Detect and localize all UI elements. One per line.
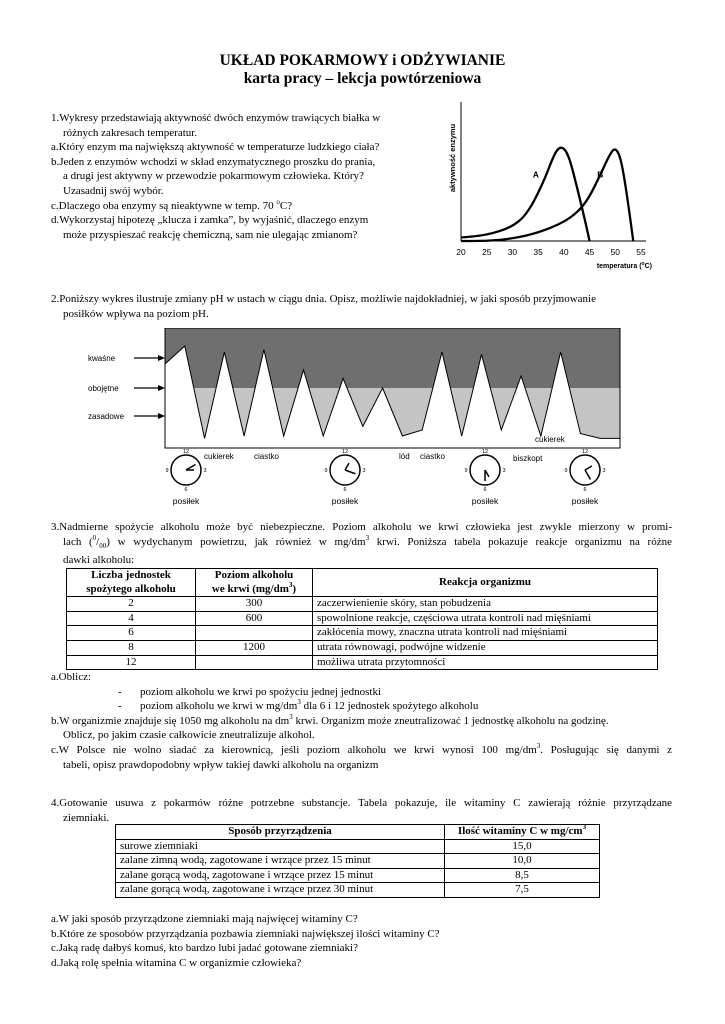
q2-line: 2.Poniższy wykres ilustruje zmiany pH w ustach w ciągu dnia. Opisz, możliwie najdokładniej, w jaki sposób przyjmowanie	[51, 293, 596, 305]
table-row: zalane zimną wodą, zagotowane i wrzące przez 15 minut 10,0	[116, 854, 600, 869]
q1-line: a.Który enzym ma największą aktywność w temperaturze ludzkiego ciała?	[51, 141, 380, 154]
chart-xlabel: temperatura ($^o$C)	[596, 261, 652, 270]
question-3-tasks	[51, 670, 672, 772]
level-label: zasadowe	[88, 412, 125, 421]
table-header: Liczba jednostek spożytego alkoholu	[67, 569, 196, 597]
series-B-label: B	[597, 169, 604, 180]
page-subtitle: karta pracy – lekcja powtórzeniowa	[243, 70, 482, 87]
q3-line: 3.Nadmierne spożycie alkoholu może być niebezpieczne. Poziom alkoholu we krwi człowieka jest zwykle mierzony w promi-	[51, 521, 672, 533]
vitamin-table	[115, 824, 600, 898]
q1-line-c: c.Dlaczego oba enzymy są nieaktywne w temp. 70 $^o$C?	[51, 197, 293, 212]
table-header-row	[67, 569, 658, 597]
q4-question: b.Które ze sposobów przyrządzania pozbawia ziemniaki największej ilości witaminy C?	[51, 927, 440, 940]
food-label: cukierek	[535, 435, 565, 444]
table-header: Reakcja organizmu	[313, 569, 658, 597]
page-title: UKŁAD POKARMOWY i ODŻYWIANIE	[219, 52, 506, 69]
x-tick-label: 50	[610, 247, 621, 257]
q4-question: a.W jaki sposób przyrządzone ziemniaki mają najwięcej witaminy C?	[51, 913, 358, 925]
enzyme-chart	[440, 95, 665, 275]
clock-number: 6	[483, 487, 487, 493]
food-label: ciastko	[420, 452, 445, 461]
clock-number: 9	[165, 468, 169, 474]
food-label: biszkopt	[513, 454, 543, 463]
q1-line: Uzasadnij swój wybór.	[63, 184, 164, 197]
series-A-line	[461, 148, 590, 241]
q3-a-item: - poziom alkoholu we krwi w $mg/dm^3$ dla 6 i 12 jednostek spożytego alkoholu	[118, 698, 479, 713]
level-label: obojętne	[88, 384, 119, 393]
level-label: kwaśne	[88, 354, 116, 363]
meal-label: posiłek	[471, 496, 499, 506]
x-tick-label: 20	[456, 247, 466, 257]
table-row: 6 zakłócenia mowy, znaczna utrata kontroli nad mięśniami	[67, 626, 658, 641]
x-tick-label: 35	[533, 247, 543, 257]
q3-b2: Oblicz, po jakim czasie całkowicie zneutralizuje alkohol.	[63, 729, 315, 742]
q1-line: a drugi jest aktywny w przewodzie pokarmowym człowieka. Który?	[63, 170, 364, 183]
q4-line: 4.Gotowanie usuwa z pokarmów różne potrzebne substancje. Tabela pokazuje, ile witaminy C zawierają różnie przyrządzane	[51, 797, 672, 809]
question-2	[51, 292, 681, 321]
question-3	[51, 520, 672, 568]
q1-line: b.Jeden z enzymów wchodzi w skład enzymatycznego proszku do prania,	[51, 155, 376, 168]
q4-question: d.Jaką rolę spełnia witamina C w organizmie człowieka?	[51, 956, 302, 969]
q3-c: c.W Polsce nie wolno siadać za kierownicą, jeśli poziom alkoholu we krwi wynosi 100 $mg/dm^3$. Posługując się danymi z	[51, 741, 672, 756]
question-1	[51, 111, 431, 242]
q3-line2: lach $(^0/_{00})$ w wydychanym powietrzu, jak również w $mg/dm^3$ krwi. Poniższa tabela pokazuje reakcje organizmu na różne	[63, 533, 672, 550]
level-arrowhead	[158, 355, 165, 361]
table-row: 2 300 zaczerwienienie skóry, stan pobudzenia	[67, 597, 658, 612]
question-4	[51, 796, 672, 825]
q1-line: różnych zakresach temperatur.	[63, 126, 198, 139]
q4-question: c.Jaką radę dałbyś komuś, kto bardzo lubi jadać gotowane ziemniaki?	[51, 942, 358, 955]
meal-label: posiłek	[571, 496, 599, 506]
table-header: Ilość witaminy C w $mg/cm^3$	[445, 825, 600, 840]
q4-line: ziemniaki.	[63, 811, 110, 824]
q3-a-label: a.Oblicz:	[51, 671, 92, 683]
ph-chart	[80, 328, 625, 518]
x-tick-label: 40	[559, 247, 569, 257]
q3-a-item: - poziom alkoholu we krwi po spożyciu jednej jednostki	[118, 685, 382, 698]
meal-label: posiłek	[172, 496, 200, 506]
table-row: 12 możliwa utrata przytomności	[67, 655, 658, 670]
x-tick-label: 30	[507, 247, 518, 257]
clock-number: 6	[583, 487, 587, 493]
table-row: 8 1200 utrata równowagi, podwójne widzenie	[67, 640, 658, 655]
clock-number: 3	[203, 468, 207, 474]
q3-c2: tabeli, opisz prawdopodobny wpływ takiej dawki alkoholu na organizm	[63, 758, 379, 771]
clock-number: 12	[341, 449, 349, 455]
clock-number: 12	[581, 449, 589, 455]
table-header: Sposób przyrządzenia	[116, 825, 445, 840]
clock-number: 3	[602, 468, 606, 474]
level-arrowhead	[158, 385, 165, 391]
alcohol-table	[66, 568, 658, 670]
food-label: lód	[399, 452, 410, 461]
q1-line-d: d.Wykorzystaj hipotezę „klucza i zamka”, by wyjaśnić, dlaczego enzym	[51, 214, 369, 227]
series-A-label: A	[532, 169, 539, 180]
x-tick-label: 45	[584, 247, 595, 257]
q3-line: dawki alkoholu:	[63, 554, 135, 567]
acid-zone	[165, 328, 620, 388]
clock-number: 9	[324, 468, 328, 474]
chart-ylabel: aktywność enzymu	[448, 123, 457, 193]
table-row: zalane gorącą wodą, zagotowane i wrzące przez 30 minut 7,5	[116, 883, 600, 898]
clock-number: 12	[481, 449, 489, 455]
table-row: surowe ziemniaki 15,0	[116, 839, 600, 854]
table-header-row	[116, 825, 600, 840]
table-header: Poziom alkoholu we krwi $(mg/dm^3)$	[196, 569, 313, 597]
x-tick-label: 55	[636, 247, 646, 257]
q1-line: 1.Wykresy przedstawiają aktywność dwóch enzymów trawiących białka w	[51, 112, 381, 124]
clock-number: 12	[182, 449, 190, 455]
table-row: zalane gorącą wodą, zagotowane i wrzące przez 15 minut 8,5	[116, 868, 600, 883]
level-arrowhead	[158, 413, 165, 419]
clock-number: 6	[343, 487, 347, 493]
question-4-tasks	[51, 912, 672, 970]
clock-number: 9	[464, 468, 468, 474]
meal-label: posiłek	[331, 496, 359, 506]
q2-line: posiłków wpływa na poziom pH.	[63, 307, 209, 320]
q3-b: b.W organizmie znajduje się 1050 mg alkoholu na $dm^3$ krwi. Organizm może zneutralizować 1 jednostkę alkoholu na godzinę.	[51, 712, 609, 727]
series-B-line	[461, 149, 633, 241]
food-label: ciastko	[254, 452, 279, 461]
x-tick-label: 25	[481, 247, 492, 257]
clock-number: 3	[502, 468, 506, 474]
clock-number: 6	[184, 487, 188, 493]
clock-number: 9	[564, 468, 568, 474]
clock-number: 3	[362, 468, 366, 474]
food-label: cukierek	[204, 452, 234, 461]
q1-line-d2: może przyspieszać reakcję chemiczną, sam nie ulegając zmianom?	[63, 228, 358, 241]
table-row: 4 600 spowolnione reakcje, częściowa utrata kontroli nad mięśniami	[67, 611, 658, 626]
